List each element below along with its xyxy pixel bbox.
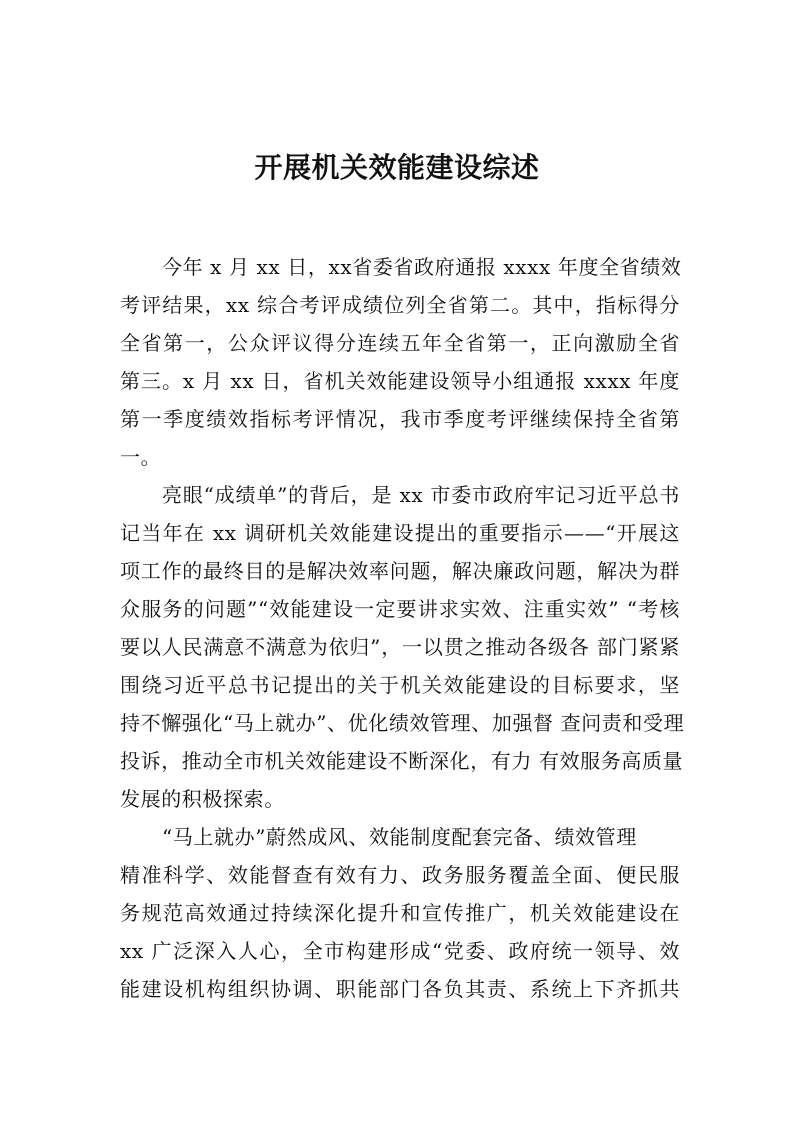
- paragraph-line: 一。: [120, 445, 162, 469]
- paragraph-line: 务规范高效通过持续深化提升和宣传推广，机关效能建设在: [120, 901, 680, 925]
- paragraph-line: 今年 x 月 xx 日，xx省委省政府通报 xxxx 年度全省绩效: [162, 255, 682, 279]
- paragraph-line: 能建设机构组织协调、职能部门各负其责、系统上下齐抓共: [120, 977, 680, 1001]
- paragraph-line: 众服务的问题”“效能建设一定要讲求实效、注重实效” “考核: [120, 597, 680, 621]
- paragraph-line: 精准科学、效能督查有效有力、政务服务覆盖全面、便民服: [120, 863, 680, 887]
- paragraph-line: 亮眼“成绩单”的背后，是 xx 市委市政府牢记习近平总书: [162, 483, 680, 507]
- paragraph-2: [120, 476, 685, 818]
- paragraph-line: 记当年在 xx 调研机关效能建设提出的重要指示——“开展这: [120, 521, 680, 545]
- paragraph-line: 项工作的最终目的是解决效率问题，解决廉政问题，解决为群: [120, 559, 680, 583]
- paragraph-3: [120, 818, 680, 1008]
- paragraph-line: 要以人民满意不满意为依归”，一以贯之推动各级各 部门紧紧: [120, 635, 680, 659]
- document-body: [120, 248, 685, 1008]
- paragraph-line: 投诉，推动全市机关效能建设不断深化，有力 有效服务高质量: [120, 749, 684, 773]
- paragraph-1: [120, 248, 680, 476]
- paragraph-line: 第三。x 月 xx 日，省机关效能建设领导小组通报 xxxx 年度: [120, 369, 680, 393]
- paragraph-line: xx 广泛深入人心，全市构建形成“党委、政府统一领导、效: [120, 939, 680, 963]
- paragraph-line: “马上就办”蔚然成风、效能制度配套完备、绩效管理: [162, 825, 637, 849]
- paragraph-line: 第一季度绩效指标考评情况，我市季度考评继续保持全省第: [120, 407, 680, 431]
- paragraph-line: 持不懈强化“马上就办”、优化绩效管理、加强督 查问责和受理: [120, 711, 685, 735]
- paragraph-line: 围绕习近平总书记提出的关于机关效能建设的目标要求，坚: [120, 673, 680, 697]
- paragraph-line: 考评结果，xx 综合考评成绩位列全省第二。其中，指标得分: [120, 293, 680, 317]
- paragraph-line: 发展的积极探索。: [120, 787, 285, 811]
- paragraph-line: 全省第一，公众评议得分连续五年全省第一，正向激励全省: [120, 331, 680, 355]
- document-title: 开展机关效能建设综述: [254, 151, 540, 184]
